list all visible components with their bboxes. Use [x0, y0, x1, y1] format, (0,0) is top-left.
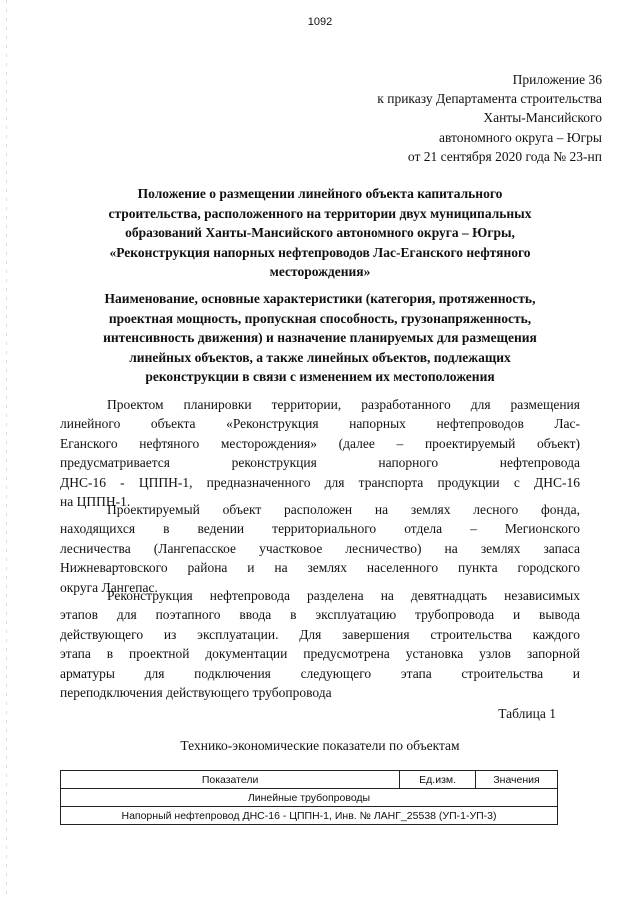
appendix-line: к приказу Департамента строительства: [377, 91, 602, 107]
title-line: строительства, расположенного на территории двух муниципальных: [108, 205, 532, 221]
paragraph-line: Еганского нефтяного месторождения» (далее – проектируемый объект): [60, 435, 580, 451]
appendix-line: Приложение 36: [512, 72, 602, 87]
appendix-line: от 21 сентября 2020 года № 23-нп: [407, 148, 602, 164]
table-header-cell: Значения: [476, 771, 558, 789]
appendix-header: [377, 70, 602, 166]
paragraph-line: арматуры для подключения следующего этапа строительства и: [60, 665, 580, 681]
scan-edge-artifact: [6, 0, 7, 898]
paragraph-line: Реконструкция нефтепровода разделена на девятнадцать независимых: [107, 588, 580, 603]
body-paragraph: [60, 395, 580, 511]
table-object-cell: Напорный нефтепровод ДНС-16 - ЦППН-1, Инв. № ЛАНГ_25538 (УП-1-УП-3): [61, 807, 558, 825]
section-heading: [60, 289, 580, 387]
table-section-row: [61, 789, 558, 807]
appendix-line: Ханты-Мансийского: [483, 110, 602, 126]
table-header-row: [61, 771, 558, 789]
paragraph-line: лесничества (Лангепасское участковое лесничество) на землях запаса: [60, 540, 580, 556]
table-header-cell: Показатели: [61, 771, 400, 789]
table-title: Технико-экономические показатели по объектам: [180, 738, 460, 753]
paragraph-line: на ЦППН-1.: [60, 494, 131, 510]
paragraph-line: Нижневартовского района и на землях населенного пункта городского: [60, 560, 580, 576]
page-number: 1092: [307, 16, 333, 28]
title-line: Положение о размещении линейного объекта капитального: [137, 186, 503, 201]
body-paragraph: [60, 586, 580, 702]
table-caption: Таблица 1: [498, 706, 556, 721]
heading-line: линейных объектов, а также линейных объектов, подлежащих: [129, 349, 511, 365]
title-line: «Реконструкция напорных нефтепроводов Лас-Еганского нефтяного: [109, 244, 531, 260]
heading-line: интенсивность движения) и назначение планируемых для размещения: [103, 330, 537, 345]
paragraph-line: округа Лангепас.: [60, 579, 158, 595]
table-row: [61, 807, 558, 825]
body-paragraph: [60, 500, 580, 597]
indicators-table: [60, 770, 558, 825]
title-line: образований Ханты-Мансийского автономного округа – Югры,: [125, 225, 515, 240]
paragraph-line: Проектируемый объект расположен на землях лесного фонда,: [107, 502, 580, 517]
appendix-line: автономного округа – Югры: [439, 129, 602, 145]
paragraph-line: этапов для поэтапного ввода в эксплуатацию трубопровода и вывода: [60, 607, 580, 623]
table-header-cell: Ед.изм.: [400, 771, 476, 789]
paragraph-line: находящихся в ведении территориального отдела – Мегионского: [60, 521, 580, 537]
document-title: [60, 184, 580, 282]
heading-line: Наименование, основные характеристики (категория, протяженность,: [104, 291, 536, 306]
paragraph-line: переподключения действующего трубопровода: [60, 685, 332, 701]
table-section-cell: Линейные трубопроводы: [61, 789, 558, 807]
heading-line: проектная мощность, пропускная способность, грузонапряженность,: [108, 310, 532, 326]
title-line: месторождения»: [269, 264, 371, 279]
paragraph-line: предусматривается реконструкция напорного нефтепровода: [60, 455, 580, 471]
paragraph-line: действующего из эксплуатации. Для завершения строительства каждого: [60, 626, 580, 642]
heading-line: реконструкции в связи с изменением их местоположения: [145, 369, 495, 384]
paragraph-line: ДНС-16 - ЦППН-1, предназначенного для транспорта продукции с ДНС-16: [60, 474, 580, 490]
paragraph-line: Проектом планировки территории, разработанного для размещения: [107, 397, 580, 412]
paragraph-line: этапа в проектной документации предусмотрена установка узлов запорной: [60, 646, 580, 662]
paragraph-line: линейного объекта «Реконструкция напорных нефтепроводов Лас-: [60, 416, 580, 432]
